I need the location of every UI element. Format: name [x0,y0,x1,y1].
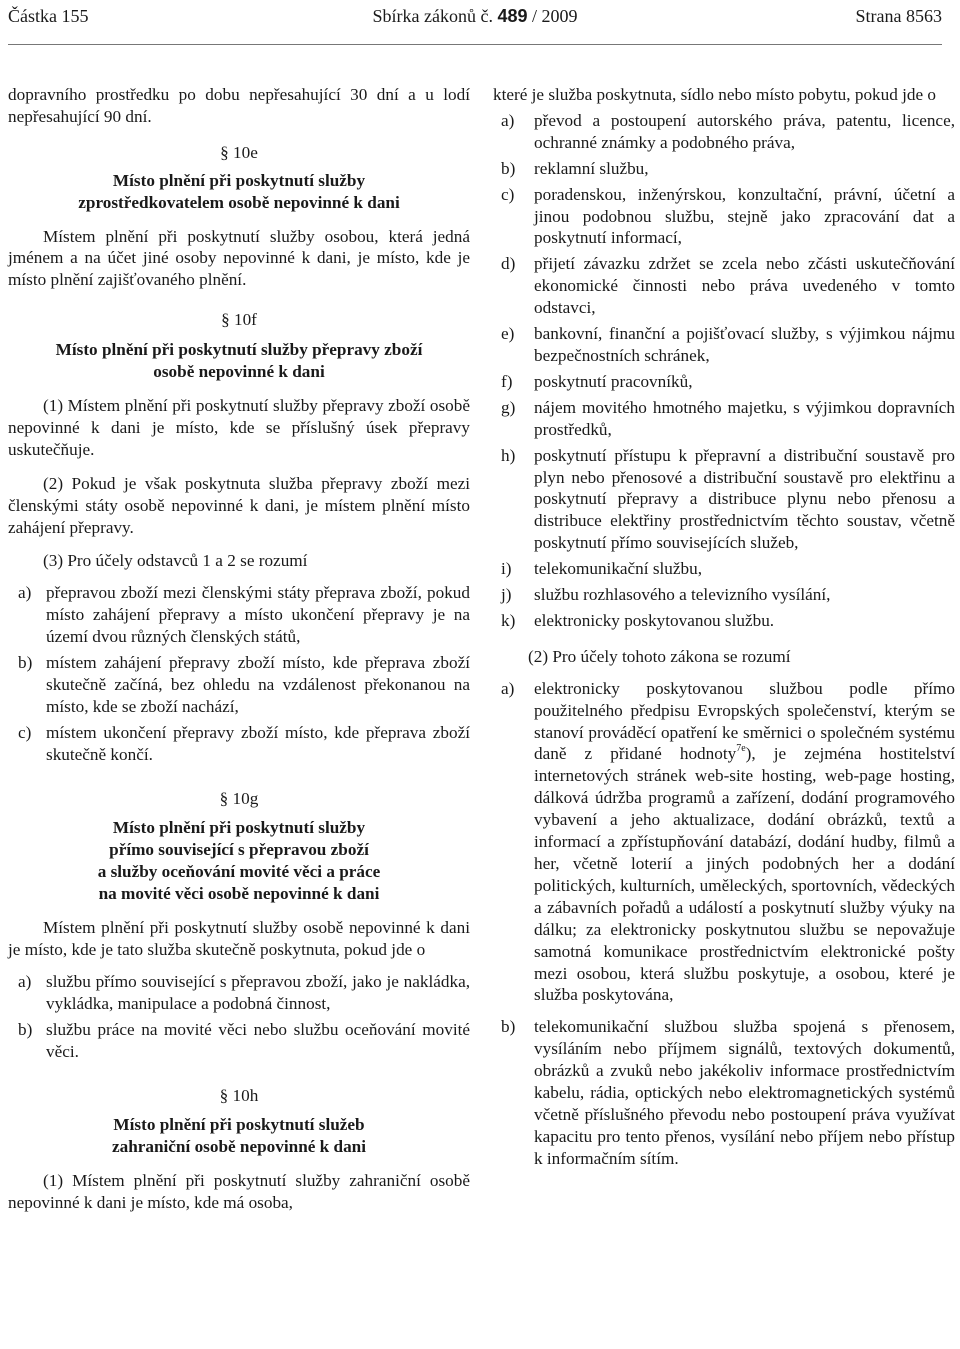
item-text: službu práce na movité věci nebo službu oceňování movité věci. [46,1019,470,1061]
item-label: h) [501,445,516,465]
collection-year: / 2009 [532,6,578,26]
title-line: Místo plnění při poskytnutí služeb [113,1115,365,1135]
item-text: místem zahájení přepravy zboží místo, kde přeprava zboží skutečně začíná, bez ohledu na vzdálenost překonanou na místo, kde se zboží nachází, [46,653,470,716]
item-label: j) [501,585,512,605]
item-text: reklamní službu, [534,158,649,178]
item-text: převod a postoupení autorského práva, patentu, licence, ochranné známky a podobného práva, [534,110,955,152]
item-label: a) [501,678,515,698]
section-title-10h [8,1114,470,1158]
item-label: a) [18,971,32,991]
paragraph-2: (2) Pokud je však poskytnuta služba přepravy zboží mezi členskými státy osobě nepovinné k dani, je místem plnění místo zahájení přepravy. [8,473,470,537]
list-item [493,610,955,632]
item-label: c) [501,184,515,204]
item-text: službu přímo související s přepravou zboží, jako je nakládka, vykládka, manipulace a podobná činnost, [46,971,470,1013]
item-text: poskytnutí pracovníků, [534,371,693,391]
list-item [8,652,470,718]
item-text: poskytnutí přístupu k přepravní a distribuční soustavě pro plyn nebo přenosové a distribuční soustavě pro elektřinu a poskytnutí přepravy a distribuce plynu nebo přenosu a distribuce elektřiny prostřednictvím těchto soustav, včetně poskytnutí přímo souvisejících služeb, [534,445,955,553]
collection-prefix: Sbírka zákonů č. [372,6,493,26]
item-text: bankovní, finanční a pojišťovací služby, s výjimkou nájmu bezpečnostních schránek, [534,324,955,365]
item-label: a) [18,583,32,603]
title-line: přímo související s přepravou zboží [109,840,369,860]
header-rule [8,44,942,45]
list-item [493,184,955,250]
list-item [493,397,955,441]
section-title-10e [8,170,470,214]
page-number: Strana 8563 [855,6,942,26]
item-label: c) [18,722,32,742]
title-line: zprostředkovatelem osobě nepovinné k dani [78,192,400,212]
list-item [493,158,955,180]
list-item [493,558,955,580]
title-line: osobě nepovinné k dani [153,362,325,382]
section-text-10e: Místem plnění při poskytnutí služby osobou, která jedná jménem a na účet jiné osoby nepovinné k dani, je místo, kde je místo plnění zajišťovaného plnění. [8,226,470,290]
item-label: i) [501,559,512,579]
item-text: přepravou zboží mezi členskými státy přeprava zboží, pokud místo zahájení přepravy a místo ukončení přepravy je na území dvou různých členských států, [46,583,470,647]
list-item [493,253,955,319]
title-line: Místo plnění při poskytnutí služby [112,818,366,838]
item-label: b) [18,653,33,673]
item-label: g) [501,397,516,417]
footnote-ref: 7e [736,743,746,755]
definition-item [493,678,955,1007]
paragraph-1: (1) Místem plnění při poskytnutí služby přepravy zboží osobě nepovinné k dani je místo, kde se příslušný úsek přepravy uskutečňuje. [8,395,470,459]
title-line: a služby oceňování movité věci a práce [97,862,381,882]
right-column [493,84,955,1170]
item-text: elektronicky poskytovanou službu. [534,610,775,630]
title-line: na movité věci osobě nepovinné k dani [98,884,380,904]
title-line: Místo plnění při poskytnutí služby přepravy zboží [55,340,423,360]
item-text: elektronicky poskytovanou službou podle přímo použitelného předpisu Evropských společenství, kterým se stanoví prováděcí opatření ke směrnici o společném systému daně z přidané hodnoty [534,678,955,764]
item-label: f) [501,371,513,391]
paragraph-3: (3) Pro účely odstavců 1 a 2 se rozumí [43,551,308,571]
list-item [493,110,955,154]
section-heading-10f: § 10f [221,310,257,330]
list-item [8,582,470,648]
paragraph-2: (2) Pro účely tohoto zákona se rozumí [528,646,791,666]
list-item [493,445,955,555]
list-item [493,323,955,367]
title-line: zahraniční osobě nepovinné k dani [111,1137,367,1157]
list-item [8,971,470,1015]
item-label: a) [501,110,515,130]
left-column [8,84,470,1214]
section-text-10g: Místem plnění při poskytnutí služby osobě nepovinné k dani je místo, kde je tato služba skutečně poskytnuta, pokud jde o [8,918,470,959]
item-text: službu rozhlasového a televizního vysílání, [534,585,831,605]
item-text-cont: ), je zejména hostitelství internetových stránek web-site hosting, web-page hosting, dálková údržba programů a zařízení, dodání programového vybavení a jeho aktualizace, dodání obrázků, textů a informací a zpřístupňování databází, dodání hudby, filmů a her, včetně loterií a jiných podobných her a dodání politických, kulturních, uměleckých, sportovních, vědeckých a zábavních pořadů a událostí a poskytnutí služby výuky na dálku; za elektronicky poskytnutou službu se nepovažuje samotná komunikace prostřednictvím elektronické pošty mezi osobou, která službu poskytuje, a osobou, které je služba poskytována, [534,744,955,1005]
issue-number: Částka 155 [8,6,89,26]
section-heading-10h: § 10h [219,1085,259,1105]
section-title-10g [8,817,470,905]
definition-item [493,1016,955,1169]
paragraph-1: (1) Místem plnění při poskytnutí služby zahraniční osobě nepovinné k dani je místo, kde má osoba, [8,1171,470,1213]
list-item [8,722,470,766]
item-label: b) [501,158,516,178]
continuation-paragraph: které je služba poskytnuta, sídlo nebo místo pobytu, pokud jde o [493,85,936,104]
item-text: poradenskou, inženýrskou, konzultační, právní, účetní a jinou podobnou službu, stejně jako zpracování dat a poskytnutí informací, [534,184,955,248]
list-item [8,1019,470,1063]
item-label: b) [18,1019,33,1039]
item-text: místem ukončení přepravy zboží místo, kde přeprava zboží skutečně končí. [46,722,470,764]
item-label: d) [501,254,516,274]
intro-paragraph: dopravního prostředku po dobu nepřesahující 30 dní a u lodí nepřesahující 90 dní. [8,85,470,126]
item-label: b) [501,1017,516,1037]
item-text: přijetí závazku zdržet se zcela nebo zčásti uskutečňování ekonomické činnosti nebo práva uvedeného v tomto odstavci, [534,254,955,318]
item-text: nájem movitého hmotného majetku, s výjimkou dopravních prostředků, [534,397,955,439]
section-heading-10g: § 10g [219,788,259,808]
page-header [8,5,942,29]
section-heading-10e: § 10e [220,142,258,162]
section-title-10f [8,339,470,383]
item-label: e) [501,324,515,344]
title-line: Místo plnění při poskytnutí služby [112,170,366,190]
item-text: telekomunikační službou služba spojená s přenosem, vysíláním nebo příjmem signálů, textových dokumentů, obrázků a zvuků nebo jakékoliv informace prostřednictvím kabelu, rádia, optických nebo elektromagnetických systémů včetně příslušného převodu nebo postoupení práva využívat kapacitu pro tento přenos, vysílání nebo příjem nebo přístup k informačním sítím. [534,1017,955,1168]
collection-title [8,5,942,27]
list-item [493,371,955,393]
list-item [493,584,955,606]
item-label: k) [501,610,516,630]
law-number: 489 [497,6,528,26]
item-text: telekomunikační službu, [534,559,703,579]
